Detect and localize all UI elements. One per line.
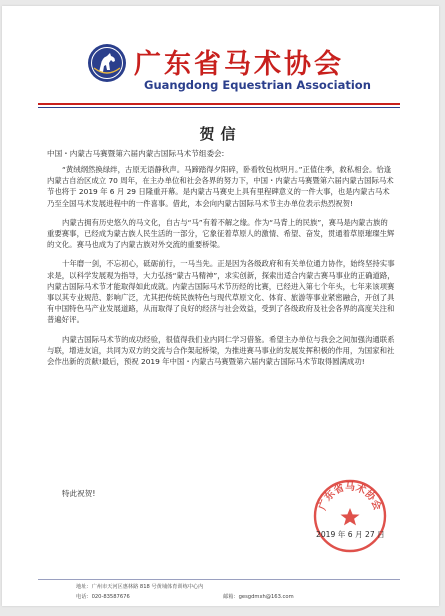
paragraph: 十年磨一剑，不忘初心，砥砺前行，一马当先。正是因为各级政府和有关单位通力协作，始终坚持实事求是，以科学发展观为指导，大力弘扬“蒙古马精神”，求实创新，探索出适合内蒙古赛马事业的正确道路，内蒙古国际马术节才能取得如此成就。内蒙古国际马术节历经的比赛，已经进入第七个年头，七年来该项赛事以其专业规范、影响广泛，尤其把传统民族特色与现代草原文化、体育、旅游等事业紧密融合，开创了具有中国特色马产业发展道路，从而取得了良好的经济与社会效益，受到了各级政府及社会各界的高度关注和普遍好评。 xyxy=(47,259,395,325)
horse-logo-icon xyxy=(88,44,126,82)
footer-contact xyxy=(76,593,376,600)
footer-address: 地址：广州市天河区惠林路 818 号黄埔体育训练中心内 xyxy=(76,584,204,590)
svg-text:广东省马术协会 xyxy=(316,480,385,512)
paragraph: 内蒙古拥有历史悠久的马文化，自古与“马”有着不解之缘。作为“马背上的民族”，赛马是内蒙古族的重要赛事，已经成为蒙古族人民生活的一部分，它象征着草原人的激情、希望、奋发，贯通着草原璀璨生辉的文化。赛马也成为了内蒙古族对外交流的重要桥梁。 xyxy=(47,217,395,250)
letterhead xyxy=(2,6,439,126)
footer-divider xyxy=(38,579,400,580)
seal-text: 广东省马术协会 xyxy=(317,482,383,512)
header-divider-blue xyxy=(38,107,400,108)
footer-email: 邮箱：gesgdmxh@163.com xyxy=(223,594,294,600)
letter-title: 贺信 xyxy=(199,125,242,143)
header-divider-red xyxy=(38,103,400,105)
closing-line: 特此祝贺! xyxy=(62,489,96,498)
official-seal-stamp xyxy=(312,478,388,554)
org-name-cn: 广东省马术协会 xyxy=(134,49,344,80)
paragraph: “黄绒纲然换绿绊，古原无语静秋声。马蹄踏得夕阳碎，卧看牧包枕明月。”正值住季，救私相会。恰逢内蒙古自治区成立 70 周年，在主办单位和社会各界的努力下，中国・内蒙古马赛暨第六届内蒙古国际马术节也将于 2019 年 6 月 29 日隆重开幕。是内蒙古马赛史上具有里程碑意义的一件大事，也是内蒙古马术乃至全国马术发展进程中的一件喜事。借此，本会向内蒙古国际马术节主办单位表示热烈祝贺! xyxy=(47,165,394,208)
letter-body xyxy=(47,164,395,375)
org-name-en: Guangdong Equestrian Association xyxy=(144,78,371,92)
letter-page xyxy=(2,6,439,606)
signature-date: 2019 年 6 月 27 日 xyxy=(316,530,385,539)
salutation: 中国・内蒙古马赛暨第六届内蒙古国际马术节组委会: xyxy=(47,149,225,158)
footer-phone: 电话：020-83587676 xyxy=(76,594,130,600)
paragraph: 内蒙古国际马术节的成功经验，很值得我们业内同仁学习借鉴。希望主办单位与我会之间加强沟通联系与联，增进友谊，共同为双方的交流与合作架起桥梁，为推进赛马事业的发展发挥积极的作用，为国家和社会作出新的贡献!最后，预祝 2019 年中国・内蒙古马赛暨第六届内蒙古国际马术节取得圆满成功! xyxy=(47,334,395,367)
